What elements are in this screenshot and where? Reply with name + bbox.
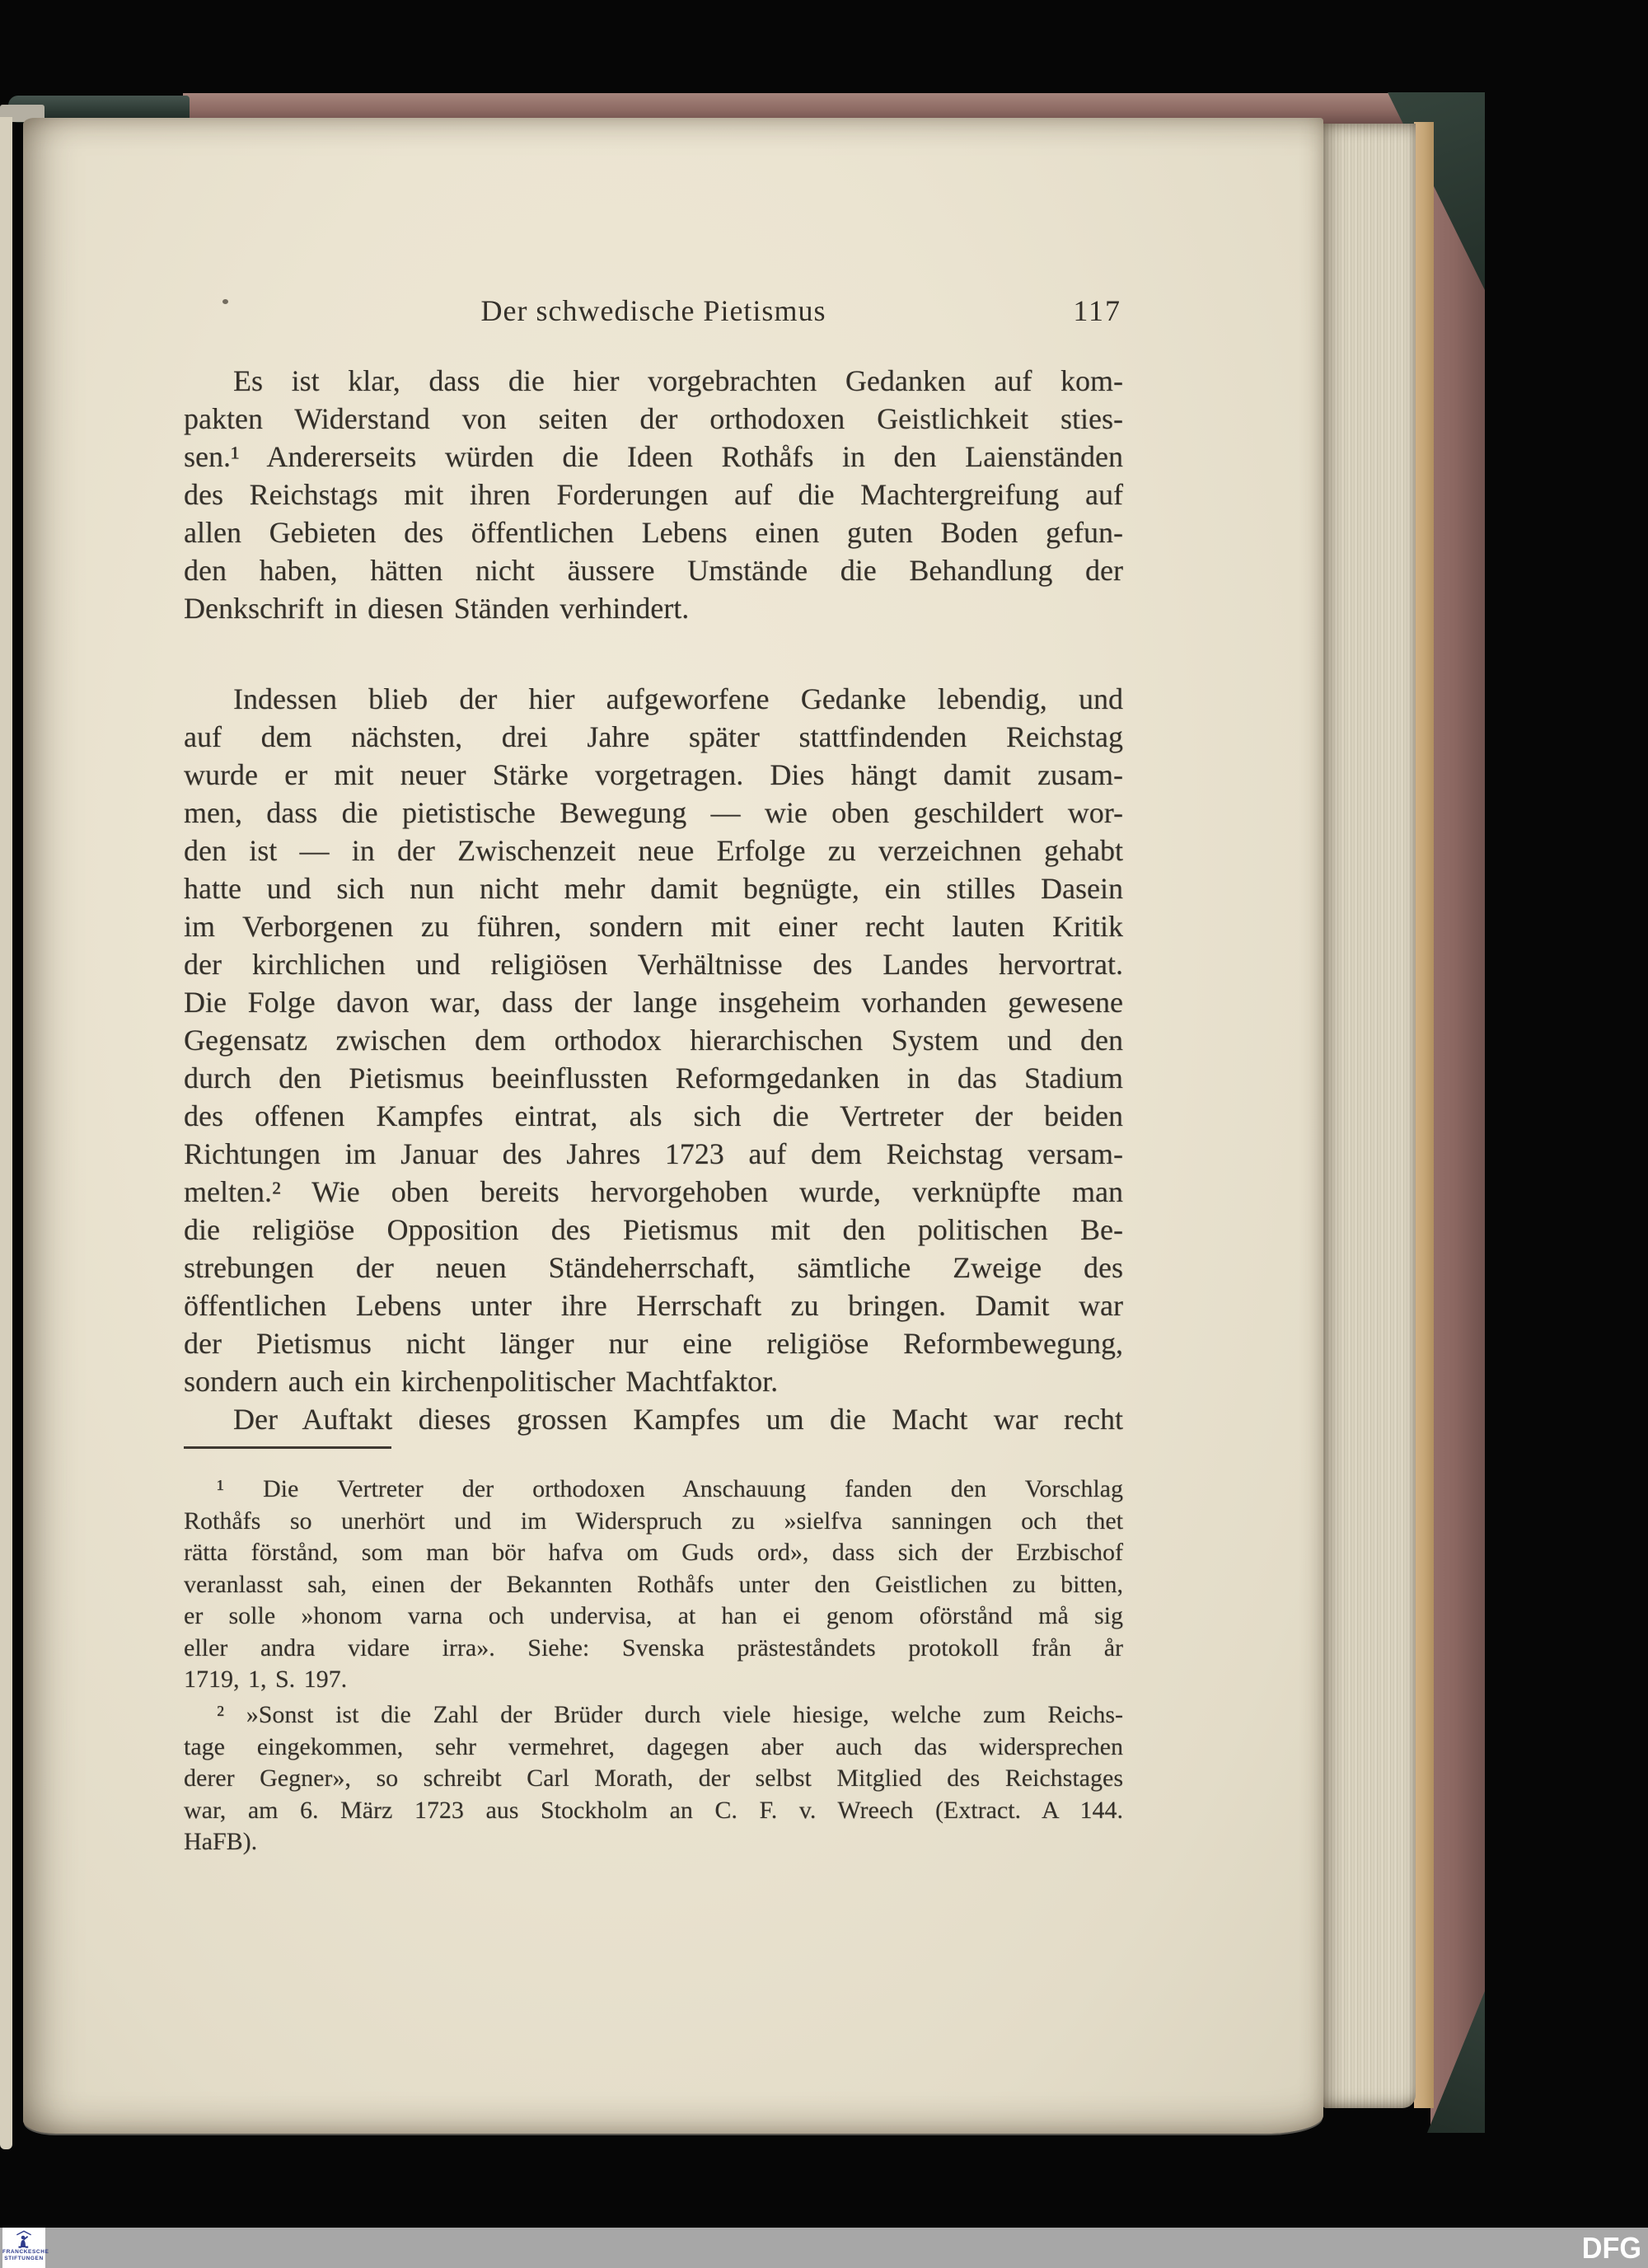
- text-line: wurde er mit neuer Stärke vorgetragen. Dies hängt damit zusam-: [184, 758, 1123, 791]
- body-paragraph: [184, 1400, 1123, 1438]
- dfg-logo: DFG: [1581, 2231, 1641, 2265]
- text-line: Denkschrift in diesen Ständen verhindert.: [184, 592, 690, 625]
- text-line: Es ist klar, dass die hier vorgebrachten Gedanken auf kom-: [233, 364, 1123, 397]
- text-line: des offenen Kampfes eintrat, als sich die Vertreter der beiden: [184, 1099, 1123, 1132]
- text-line: hatte und sich nun nicht mehr damit begnügte, ein stilles Dasein: [184, 872, 1123, 905]
- text-line: allen Gebieten des öffentlichen Lebens einen guten Boden gefun-: [184, 516, 1123, 549]
- text-line: Der Auftakt dieses grossen Kampfes um die Macht war recht: [233, 1403, 1123, 1436]
- text-line: der kirchlichen und religiösen Verhältnisse des Landes hervortrat.: [184, 948, 1123, 981]
- text-line: war, am 6. März 1723 aus Stockholm an C. F. v. Wreech (Extract. A 144.: [184, 1796, 1123, 1824]
- text-line: men, dass die pietistische Bewegung — wie oben geschildert wor-: [184, 796, 1123, 829]
- book-page: [23, 118, 1323, 2134]
- text-line: strebungen der neuen Ständeherrschaft, sämtliche Zweige des: [184, 1251, 1123, 1284]
- franckesche-stiftungen-icon: [14, 2229, 34, 2249]
- scanner-footer-strip: [0, 2228, 1648, 2268]
- text-line: der Pietismus nicht länger nur eine religiöse Reformbewegung,: [184, 1327, 1123, 1360]
- text-line: veranlasst sah, einen der Bekannten Rothåfs unter den Geistlichen zu bitten,: [184, 1570, 1123, 1598]
- text-line: ² »Sonst ist die Zahl der Brüder durch viele hiesige, welche zum Reichs-: [217, 1701, 1123, 1728]
- running-header: [184, 293, 1123, 330]
- text-line: Richtungen im Januar des Jahres 1723 auf dem Reichstag versam-: [184, 1137, 1123, 1170]
- text-line: öffentlichen Lebens unter ihre Herrschaft zu bringen. Damit war: [184, 1289, 1123, 1322]
- page-fore-edge-stack: [1322, 124, 1416, 2108]
- text-line: im Verborgenen zu führen, sondern mit einer recht lauten Kritik: [184, 910, 1123, 943]
- text-line: auf dem nächsten, drei Jahre später stattfindenden Reichstag: [184, 720, 1123, 753]
- text-line: Gegensatz zwischen dem orthodox hierarchischen System und den: [184, 1024, 1123, 1057]
- text-line: den haben, hätten nicht äussere Umstände die Behandlung der: [184, 554, 1123, 587]
- text-line: pakten Widerstand von seiten der orthodoxen Geistlichkeit sties-: [184, 402, 1123, 435]
- text-line: den ist — in der Zwischenzeit neue Erfolge zu verzeichnen gehabt: [184, 834, 1123, 867]
- text-line: ¹ Die Vertreter der orthodoxen Anschauung fanden den Vorschlag: [217, 1475, 1123, 1502]
- text-line: derer Gegner», so schreibt Carl Morath, der selbst Mitglied des Reichstages: [184, 1764, 1123, 1792]
- text-line: 1719, 1, S. 197.: [184, 1666, 348, 1693]
- text-line: die religiöse Opposition des Pietismus mit den politischen Be-: [184, 1213, 1123, 1246]
- badge-text-line1: FRANCKESCHE: [2, 2249, 49, 2255]
- text-line: melten.² Wie oben bereits hervorgehoben wurde, verknüpfte man: [184, 1175, 1123, 1208]
- text-line: sen.¹ Andererseits würden die Ideen Rothåfs in den Laienständen: [184, 440, 1123, 473]
- text-line: Indessen blieb der hier aufgeworfene Gedanke lebendig, und: [233, 682, 1123, 715]
- text-line: er solle »honom varna och undervisa, at han ei genom oförstånd må sig: [184, 1602, 1123, 1629]
- body-paragraph: [184, 680, 1123, 1400]
- page-number: 117: [1073, 294, 1121, 327]
- footnote: [184, 1699, 1123, 1858]
- text-line: des Reichstags mit ihren Forderungen auf die Machtergreifung auf: [184, 478, 1123, 511]
- book-board-edge: [1414, 122, 1434, 2108]
- footnote: [184, 1474, 1123, 1696]
- library-badge: [2, 2228, 49, 2268]
- book-cover-right-edge: [1430, 94, 1485, 2133]
- badge-text-line2: STIFTUNGEN: [4, 2255, 44, 2261]
- page-title: Der schwedische Pietismus: [480, 294, 826, 327]
- text-line: Die Folge davon war, dass der lange insgeheim vorhanden gewesene: [184, 986, 1123, 1019]
- text-line: rätta förstånd, som man bör hafva om Guds ord», dass sich der Erzbischof: [184, 1539, 1123, 1566]
- text-line: sondern auch ein kirchenpolitischer Machtfaktor.: [184, 1365, 779, 1398]
- body-paragraph: [184, 362, 1123, 627]
- text-line: tage eingekommen, sehr vermehret, dagegen aber auch das widersprechen: [184, 1732, 1123, 1760]
- text-line: eller andra vidare irra». Siehe: Svenska prästeståndets protokoll från år: [184, 1633, 1123, 1661]
- footnote-rule: [184, 1446, 391, 1449]
- text-line: durch den Pietismus beeinflussten Reformgedanken in das Stadium: [184, 1061, 1123, 1094]
- under-page-edge: [0, 117, 12, 2149]
- text-line: HaFB).: [184, 1828, 258, 1855]
- text-line: Rothåfs so unerhört und im Widerspruch zu »sielfva sanningen och thet: [184, 1507, 1123, 1535]
